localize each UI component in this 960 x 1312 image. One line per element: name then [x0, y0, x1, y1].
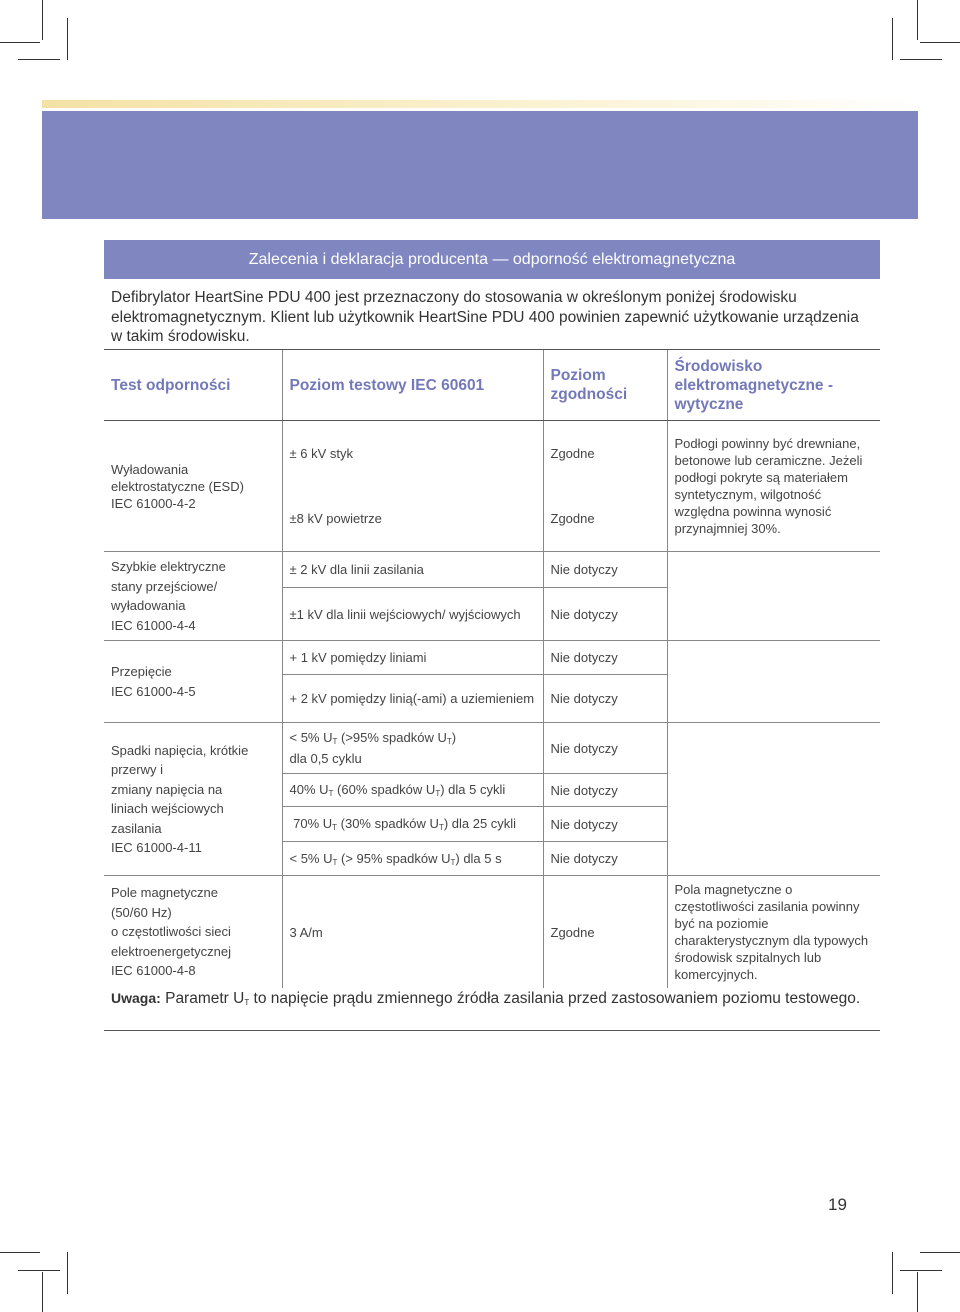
crop-mark	[42, 0, 43, 40]
note: Uwaga: Parametr $U_T$ to napięcie prądu zmiennego źródła zasilania przed zastosowaniem poziomu testowego.	[111, 990, 861, 1007]
crop-mark	[892, 18, 893, 60]
compliance-cell: Nie dotyczy	[543, 588, 667, 641]
decorative-strip	[42, 100, 918, 108]
test-name-cell: Przepięcie IEC 61000-4-5	[104, 641, 282, 723]
compliance-cell: Zgodne	[543, 421, 667, 486]
table-row	[104, 876, 880, 989]
level-cell: 40% $U_T$ (60% spadków $U_T$) dla 5 cykli	[282, 774, 543, 807]
header-band	[42, 111, 918, 219]
compliance-cell: Nie dotyczy	[543, 774, 667, 807]
crop-mark	[67, 18, 68, 60]
crop-mark	[0, 42, 40, 43]
level-cell: + 1 kV pomiędzy liniami	[282, 641, 543, 675]
level-cell: ±1 kV dla linii wejściowych/ wyjściowych	[282, 588, 543, 641]
crop-mark	[920, 42, 960, 43]
crop-mark	[0, 1252, 40, 1253]
level-cell: + 2 kV pomiędzy linią(-ami) a uziemieniem	[282, 675, 543, 723]
table-row	[104, 552, 880, 588]
header-test: Test odporności	[104, 350, 282, 421]
table-row	[104, 723, 880, 774]
guidance-cell	[667, 641, 880, 723]
table-row	[104, 641, 880, 675]
guidance-cell	[667, 552, 880, 641]
test-name-cell: Spadki napięcia, krótkie przerwy i zmiany napięcia na liniach wejściowych zasilania IEC 61000-4-11	[104, 723, 282, 876]
compliance-cell: Nie dotyczy	[543, 842, 667, 876]
guidance-cell: Podłogi powinny być drewniane, betonowe lub ceramiczne. Jeżeli podłogi pokryte są materiałem syntetycznym, wilgotność względna powinna wynosić przynajmniej 30%.	[667, 421, 880, 552]
compliance-cell: Nie dotyczy	[543, 675, 667, 723]
level-cell: ± 6 kV styk	[282, 421, 543, 486]
level-cell: < 5% $U_T$ (>95% spadków $U_T$) dla 0,5 cyklu	[282, 723, 543, 774]
test-name-cell: Szybkie elektryczne stany przejściowe/ wyładowania IEC 61000-4-4	[104, 552, 282, 641]
compliance-cell: Nie dotyczy	[543, 723, 667, 774]
level-cell: 3 A/m	[282, 876, 543, 989]
emc-immunity-table	[104, 349, 880, 988]
guidance-cell	[667, 723, 880, 876]
header-level: Poziom testowy IEC 60601	[282, 350, 543, 421]
compliance-cell: Nie dotyczy	[543, 641, 667, 675]
section-title: Zalecenia i deklaracja producenta — odporność elektromagnetyczna	[104, 240, 880, 279]
guidance-cell: Pola magnetyczne o częstotliwości zasilania powinny być na poziomie charakterystycznym dla typowych środowisk szpitalnych lub komercyjnych.	[667, 876, 880, 989]
crop-mark	[920, 1252, 960, 1253]
test-name-cell: Wyładowania elektrostatyczne (ESD) IEC 61000-4-2	[104, 421, 282, 552]
table-header-row	[104, 350, 880, 421]
compliance-cell: Zgodne	[543, 876, 667, 989]
level-cell: ± 2 kV dla linii zasilania	[282, 552, 543, 588]
level-cell: 70% $U_T$ (30% spadków $U_T$) dla 25 cykli	[282, 807, 543, 842]
intro-paragraph: Defibrylator HeartSine PDU 400 jest przeznaczony do stosowania w określonym poniżej środowisku elektromagnetycznym. Klient lub użytkownik HeartSine PDU 400 powinien zapewnić użytkowanie urządzenia w takim środowisku.	[111, 289, 859, 345]
crop-mark	[18, 1270, 60, 1271]
table-bottom-rule	[104, 1030, 880, 1031]
crop-mark	[917, 1272, 918, 1312]
crop-mark	[42, 1272, 43, 1312]
crop-mark	[917, 0, 918, 40]
crop-mark	[892, 1252, 893, 1294]
crop-mark	[67, 1252, 68, 1294]
crop-mark	[900, 1270, 942, 1271]
header-environment: Środowisko elektromagnetyczne - wytyczne	[667, 350, 880, 421]
page-number: 19	[828, 1195, 847, 1214]
compliance-cell: Nie dotyczy	[543, 552, 667, 588]
crop-mark	[900, 59, 942, 60]
header-compliance: Poziom zgodności	[543, 350, 667, 421]
crop-mark	[18, 59, 60, 60]
table-row	[104, 421, 880, 486]
level-cell: < 5% $U_T$ (> 95% spadków $U_T$) dla 5 s	[282, 842, 543, 876]
test-name-cell: Pole magnetyczne (50/60 Hz) o częstotliwości sieci elektroenergetycznej IEC 61000-4-8	[111, 885, 231, 979]
compliance-cell: Zgodne	[543, 485, 667, 552]
compliance-cell: Nie dotyczy	[543, 807, 667, 842]
level-cell: ±8 kV powietrze	[282, 485, 543, 552]
